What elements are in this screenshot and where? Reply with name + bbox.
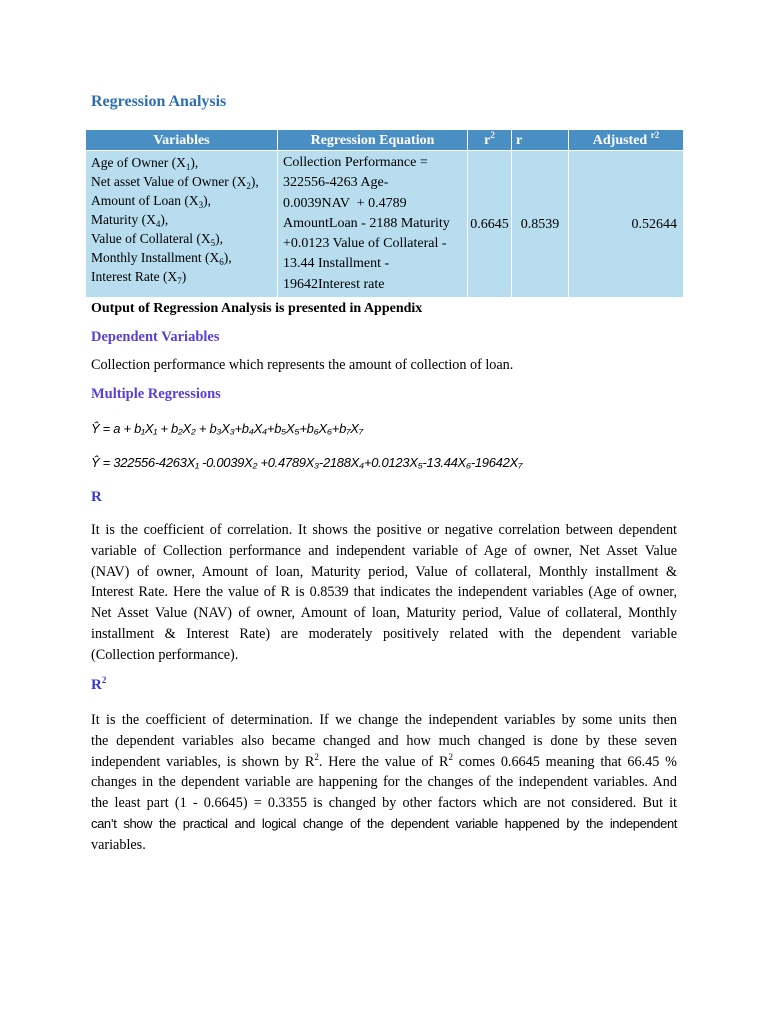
variable-item: Amount of Loan $(X_3)$, (91, 193, 211, 210)
r-paragraph: It is the coefficient of correlation. It shows the positive or negative correlation between dependent variable of Collection performance and independent variable of Age of owner, Net Asset Value (NAV) of owner, Amount of loan, Maturity period, Value of collateral, Monthly installment & Interest Rate. Here the value of R is 0.8539 that indicates the independent variables (Age of owner, Net Asset Value (NAV) of owner, Amount of loan, Maturity period, Value of collateral, Monthly installment & Interest Rate) are moderately positively related with the dependent variable (Collection performance). (91, 522, 677, 663)
variable-item: Monthly Installment $(X_6)$, (91, 250, 232, 267)
table-row (86, 151, 684, 298)
r-value: 0.8539 (512, 151, 569, 298)
header-variables: Variables (86, 130, 278, 151)
header-r: r (512, 130, 569, 151)
header-r-squared: $r^2$ (468, 130, 512, 151)
r-squared-heading: $R^2$ (91, 675, 107, 693)
variables-cell (86, 151, 278, 298)
regression-table (85, 129, 684, 298)
adjusted-r2-value: 0.52644 (569, 151, 684, 298)
header-equation: Regression Equation (278, 130, 468, 151)
dependent-variables-heading: Dependent Variables (91, 329, 220, 345)
equation-line: 13.44 Installment - (283, 256, 390, 272)
equation-line: 322556-4263 Age- (283, 175, 389, 191)
equation-line: AmountLoan - 2188 Maturity (283, 215, 450, 231)
variable-item: Value of Collateral $(X_5)$, (91, 231, 223, 248)
r-squared-value: 0.6645 (468, 151, 512, 298)
equation-cell (278, 151, 468, 298)
variable-item: Age of Owner $(X_1)$, (91, 155, 199, 172)
equation-line: Collection Performance = (283, 155, 428, 170)
equation-line: +0.0123 Value of Collateral - (283, 236, 447, 252)
output-note: Output of Regression Analysis is presented in Appendix (91, 301, 423, 316)
regression-formula-general: Ŷ = a + b₁X₁ + b₂X₂ + b₃X₃+b₄X₄+b₅X₅+b₆X₆+b₇X₇ (91, 421, 363, 436)
r-heading: R (91, 489, 102, 505)
variable-item: Interest Rate $(X_7)$ (91, 269, 187, 286)
multiple-regressions-heading: Multiple Regressions (91, 386, 221, 402)
dependent-variables-text: Collection performance which represents the amount of collection of loan. (91, 357, 514, 373)
regression-formula-estimated: Ŷ = 322556-4263X₁ -0.0039X₂ +0.4789X₃-2188X₄+0.0123X₅-13.44X₆-19642X₇ (91, 455, 523, 470)
page-title: Regression Analysis (91, 93, 227, 110)
table-header-row (86, 130, 684, 151)
variable-item: Net asset Value of Owner $(X_2)$, (91, 174, 259, 191)
variable-item: Maturity $(X_4)$, (91, 212, 169, 229)
r-squared-paragraph: It is the coefficient of determination. If we change the independent variables by some units then the dependent variables also became changed and how much changed is done by these seven independent variables, is shown by $R^2$. Here the value of $R^2$ comes 0.6645 meaning that 66.45 % changes in the dependent variable are happening for the changes of the independent variables. And the least part (1 - 0.6645) = 0.3355 is changed by other factors which are not considered. But it can’t show the practical and logical change of the dependent variable happened by the independent variables. (91, 712, 677, 853)
equation-line: 0.0039NAV + 0.4789 (283, 195, 407, 211)
header-adjusted-r2: Adjusted $^{r2}$ (569, 130, 684, 151)
equation-line: 19642Interest rate (283, 276, 385, 292)
